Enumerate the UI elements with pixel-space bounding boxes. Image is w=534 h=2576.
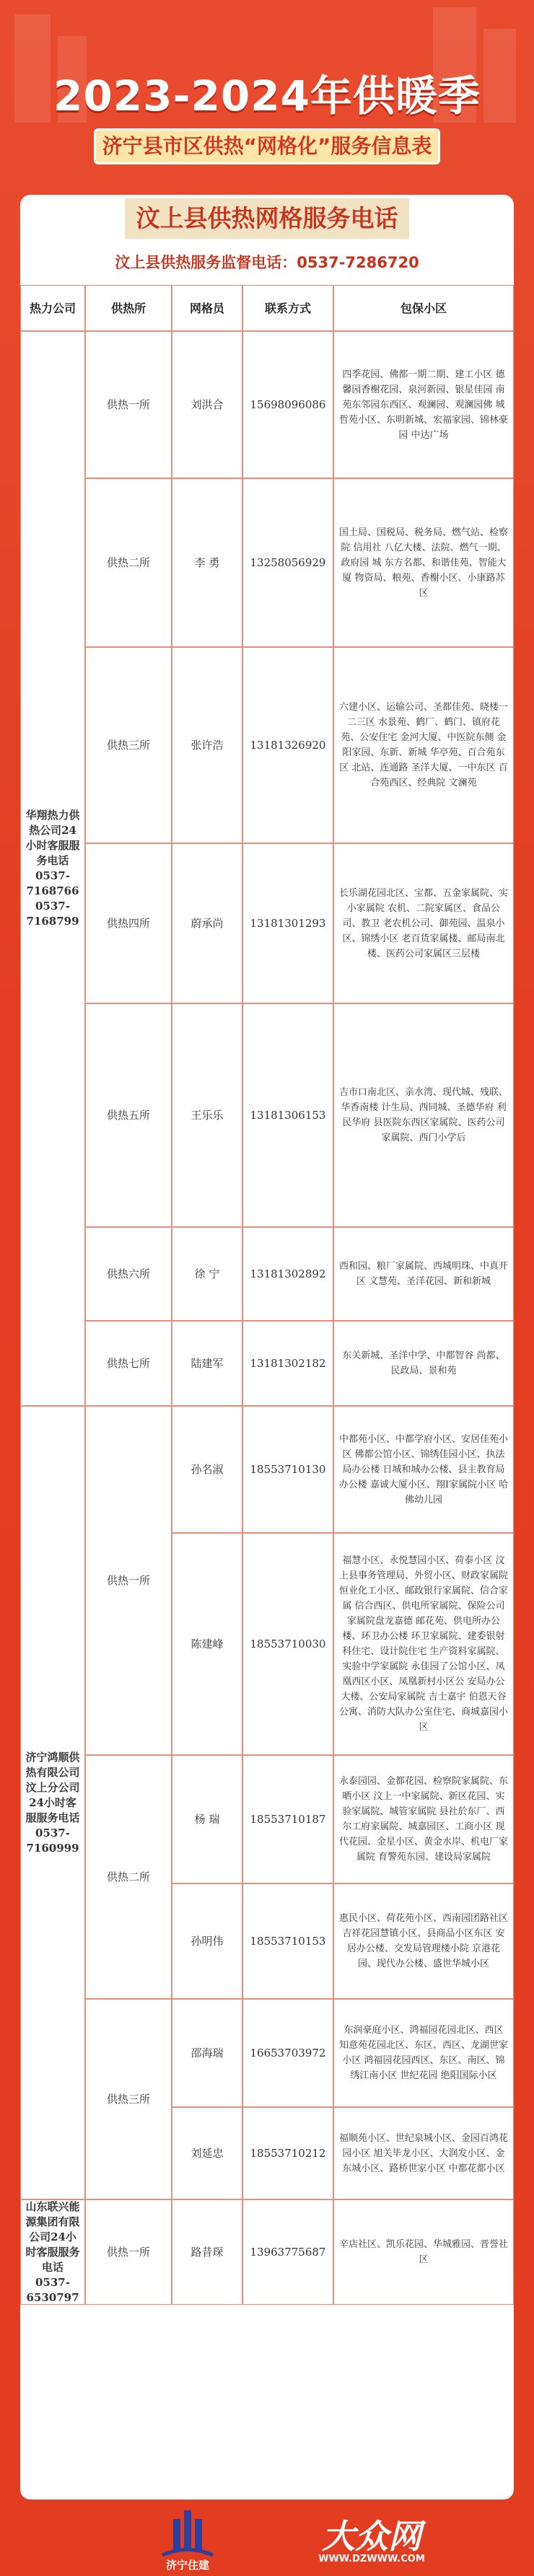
contact-phone: 15698096086 — [242, 331, 333, 478]
station-cell: 供热二所 — [85, 1755, 172, 1999]
covered-communities: 福慧小区、永悦慧园小区、荷泰小区 汶上县事务管理局、外贸小区、财政家属院 恒业化工小区、邮政银行家属院、信合家属 信合西区、供电所家属院、保险公司家属院盘龙嘉德 邮花苑、供电所办公楼、环卫办公楼 环卫家属院、建委银射科住宅、设计院住宅 生产资料家属院、实验中学家属院 永佳园了公馆小区、凤凰西区小区、凤凰新村小区公 安局办公大楼、公安局家属院 吉士嘉宇 伯恩天谷公寓、消防大队办公室住宅、商城嘉园小区 — [333, 1533, 514, 1755]
grid-staff-name: 孙名淑 — [172, 1406, 242, 1533]
grid-staff-name: 孙明伟 — [172, 1883, 242, 1999]
contact-phone: 18553710130 — [242, 1406, 333, 1533]
company-cell: 济宁鸿顺供热有限公司汶上分公司24小时客服服务电话0537-7160999 — [20, 1406, 85, 2199]
covered-communities: 东润豪庭小区、鸿福园花园北区、西区 知意苑花园北区、东区、西区、龙湖世家小区 鸿福园花园西区、东区、南区、锦绣江南小区 世纪花园 绝阳国际小区 — [333, 1999, 514, 2107]
station-cell: 供热三所 — [85, 1999, 172, 2199]
station-cell: 供热四所 — [85, 843, 172, 1003]
covered-communities: 长乐湖花园北区、宝都、五金家属院、实小家属院 农机、二院家属区、食品公司、教卫 老农机公司、御苑园、温泉小区、锦绣小区 老百货家属楼、邮局南北楼、医药公司家属区三层楼 — [333, 843, 514, 1003]
card-title-banner — [123, 196, 411, 241]
table-header: 联系方式 — [242, 285, 333, 331]
grid-staff-name: 杨 瑞 — [172, 1755, 242, 1883]
covered-communities: 福顺苑小区、世纪泉城小区、金园百鸿花园小区 旭关毕龙小区、大润发小区、金东城小区、路桥世家小区 中都花都小区 — [333, 2107, 514, 2199]
grid-staff-name: 刘洪合 — [172, 331, 242, 478]
table-header: 供热所 — [85, 285, 172, 331]
grid-staff-name: 张许浩 — [172, 647, 242, 843]
station-cell: 供热一所 — [85, 2199, 172, 2305]
station-cell: 供热二所 — [85, 478, 172, 647]
table-header: 包保小区 — [333, 285, 514, 331]
table-header: 热力公司 — [20, 285, 85, 331]
covered-communities: 东关新城、圣洋中学、中都智谷 尚都、民政局、景和苑 — [333, 1321, 514, 1406]
contact-phone: 13181302182 — [242, 1321, 333, 1406]
contact-phone: 13181306153 — [242, 1003, 333, 1227]
contact-phone: 18553710030 — [242, 1533, 333, 1755]
table-header: 网格员 — [172, 285, 242, 331]
station-cell: 供热六所 — [85, 1227, 172, 1321]
grid-staff-name: 徐 宁 — [172, 1227, 242, 1321]
contact-phone: 13963775687 — [242, 2199, 333, 2305]
contact-phone: 18553710187 — [242, 1755, 333, 1883]
company-cell: 山东联兴能源集团有限公司24小时客服服务电话0537-6530797 — [20, 2199, 85, 2305]
contact-phone: 13181301293 — [242, 843, 333, 1003]
station-cell: 供热七所 — [85, 1321, 172, 1406]
contact-phone: 13181326920 — [242, 647, 333, 843]
covered-communities: 四季花园、佛都一期二期、建工小区 德馨园香榭花园、泉河新园、银星佳园 南苑东邻园东西区、观澜园、观澜园佛 城哲苑小区、东明新城、宏福家园、锦林豪园 中达广场 — [333, 331, 514, 478]
covered-communities: 西和园、粮厂家属院、西城明珠、中真开区 文慧苑、圣洋花园、新和新城 — [333, 1227, 514, 1321]
contact-phone: 13181302892 — [242, 1227, 333, 1321]
grid-staff-name: 王乐乐 — [172, 1003, 242, 1227]
company-cell: 华翔热力供热公司24小时客服服务电话0537-7168766 0537-7168799 — [20, 331, 85, 1406]
covered-communities: 六建小区、运输公司、圣都佳苑、晓楼一二三区 水景苑、鹤厂、鹤门、镇府花苑、公安住宅 金河大厦、中医院东侧 金阳家园、东新、新城 华亭苑、百合苑东区 北站、连通路 圣洋大厦、一中东区 百合苑西区、经典院 文澜苑 — [333, 647, 514, 843]
supervision-hotline: 汶上县供热服务监督电话：0537-7286720 — [115, 254, 419, 271]
contact-phone: 18553710212 — [242, 2107, 333, 2199]
contact-phone: 16653703972 — [242, 1999, 333, 2107]
covered-communities: 中都苑小区、中都学府小区、安居佳苑小区 佛都公馆小区、锦绣佳园小区、执法局办公楼 日城和城办公楼、县主教育局办公楼 嘉诚大厦小区、翔Ⅰ家属院小区 哈佛幼儿园 — [333, 1406, 514, 1533]
station-cell: 供热三所 — [85, 647, 172, 843]
grid-staff-name: 陈建峰 — [172, 1533, 242, 1755]
station-cell: 供热一所 — [85, 331, 172, 478]
contact-phone: 18553710153 — [242, 1883, 333, 1999]
page-title: 2023-2024年供暖季 — [53, 71, 481, 120]
grid-staff-name: 蔚承尚 — [172, 843, 242, 1003]
grid-staff-name: 刘延忠 — [172, 2107, 242, 2199]
page-subtitle: 济宁县市区供热“网格化”服务信息表 — [102, 134, 432, 158]
subtitle-banner — [94, 128, 440, 164]
card-title: 汶上县供热网格服务电话 — [136, 204, 398, 232]
contact-phone: 13258056929 — [242, 478, 333, 647]
covered-communities: 国土局、国税局、税务局、燃气站、检察院 信用社 八亿大楼、法院、燃气一期、政府园 城 东方名都、和谐佳苑、智能大厦 物资局、粮苑、香榭小区、小康路苏区 — [333, 478, 514, 647]
station-cell: 供热一所 — [85, 1406, 172, 1755]
covered-communities: 吉市口南北区、亲水湾、现代城、残联、华香南楼 计生局、西同城、圣德华府 利民华府 县医院东西区家属院、医药公司家属院、西门小学后 — [333, 1003, 514, 1227]
covered-communities: 辛店社区、凯乐花园、华城雅园、晋誉社区 — [333, 2199, 514, 2305]
covered-communities: 永泰园园、金都花园、检察院家属院、东晒小区 汶上一中家属院、新区花园、实验家属院、城管家属院 县社於东厂、西尔工府家属院、城嘉园区、工商小区 现代花园、金星小区、黄金水岸、机电厂家属院 育警苑东园、建设局家属院 — [333, 1755, 514, 1883]
covered-communities: 惠民小区、荷花苑小区、西南园团路社区 吉祥花园慧镇小区、县商品小区东区 安居办公楼、交发局管理楼小院 京港花园、现代办公楼、盛世华城小区 — [333, 1883, 514, 1999]
station-cell: 供热五所 — [85, 1003, 172, 1227]
dazhong-logo: 大众网 — [322, 2517, 421, 2556]
grid-staff-name: 路昔琛 — [172, 2199, 242, 2305]
grid-staff-name: 邵海瑞 — [172, 1999, 242, 2107]
dazhong-url: WWW.DZWWW.COM — [318, 2554, 425, 2564]
grid-staff-name: 陆建军 — [172, 1321, 242, 1406]
grid-staff-name: 李 勇 — [172, 478, 242, 647]
jining-housing-logo-text: 济宁住建 — [165, 2559, 209, 2572]
